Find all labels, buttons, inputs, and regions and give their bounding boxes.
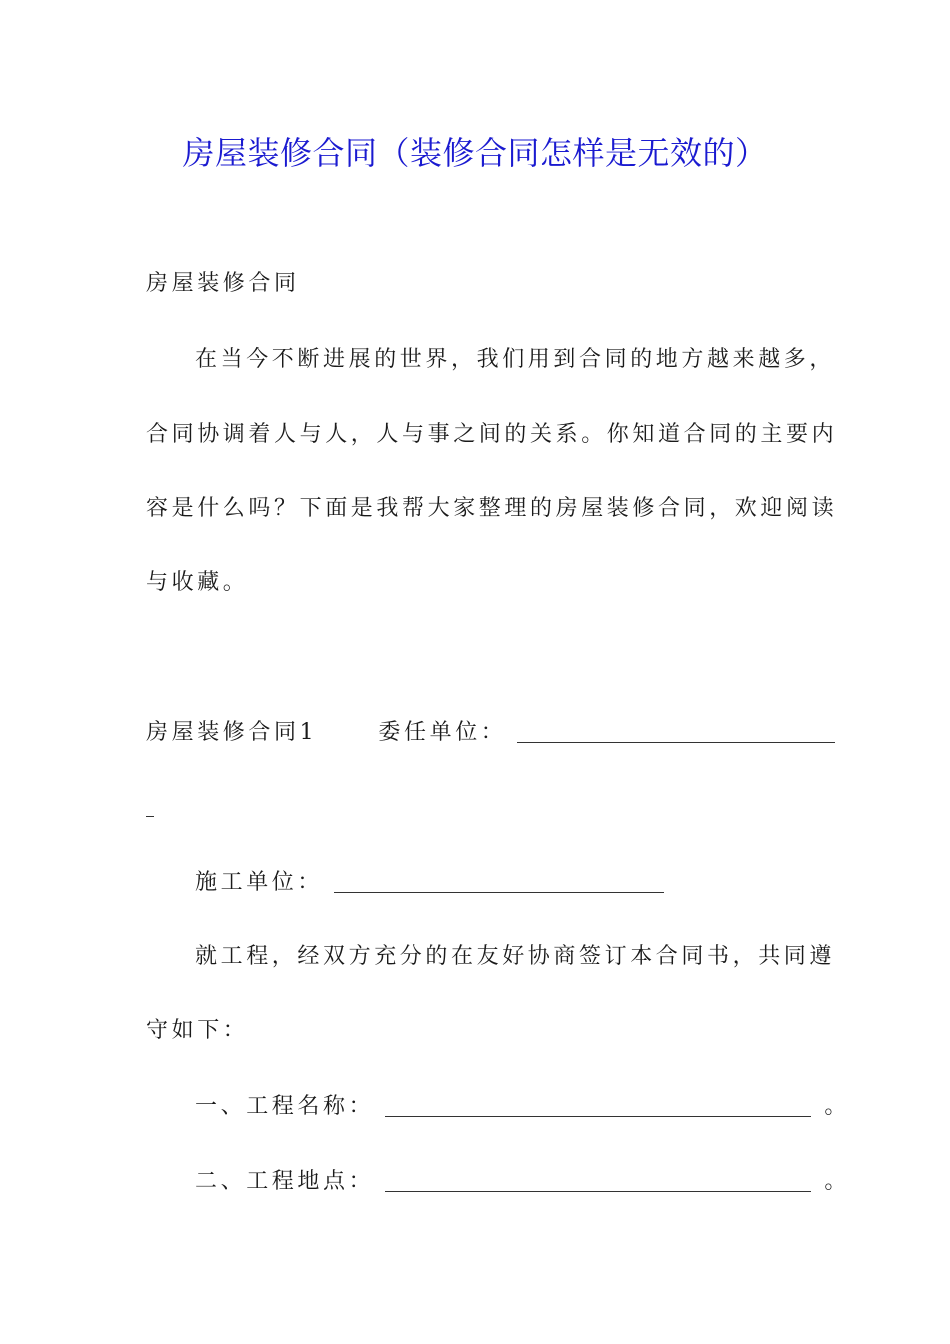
item-period: 。	[824, 1169, 850, 1194]
client-label: 委任单位：	[378, 720, 507, 745]
agreement-line-2: 守如下：	[146, 1018, 249, 1043]
item-project-location-label: 二、工程地点：	[195, 1169, 375, 1194]
intro-line-4: 与收藏。	[146, 570, 249, 595]
project-location-blank[interactable]	[385, 1169, 811, 1192]
section-heading: 房屋装修合同	[146, 271, 300, 296]
intro-line-1: 在当今不断进展的世界，我们用到合同的地方越来越多，	[195, 347, 836, 372]
contractor-label: 施工单位：	[195, 870, 324, 895]
contractor-row	[195, 866, 667, 900]
client-blank-overflow	[146, 816, 154, 817]
contract-heading-row	[146, 716, 838, 750]
intro-line-2: 合同协调着人与人，人与事之间的关系。你知道合同的主要内	[146, 422, 838, 447]
intro-line-3: 容是什么吗？下面是我帮大家整理的房屋装修合同，欢迎阅读	[146, 496, 838, 521]
item-project-location-row	[195, 1165, 850, 1199]
item-project-name-row	[195, 1090, 850, 1124]
contractor-blank[interactable]	[334, 870, 664, 893]
agreement-line-1: 就工程，经双方充分的在友好协商签订本合同书，共同遵	[195, 944, 836, 969]
contract-heading: 房屋装修合同1	[146, 720, 318, 745]
item-project-name-label: 一、工程名称：	[195, 1094, 375, 1119]
document-title: 房屋装修合同（装修合同怎样是无效的）	[182, 134, 768, 172]
item-period: 。	[824, 1094, 850, 1119]
client-blank[interactable]	[517, 720, 835, 743]
project-name-blank[interactable]	[385, 1094, 811, 1117]
